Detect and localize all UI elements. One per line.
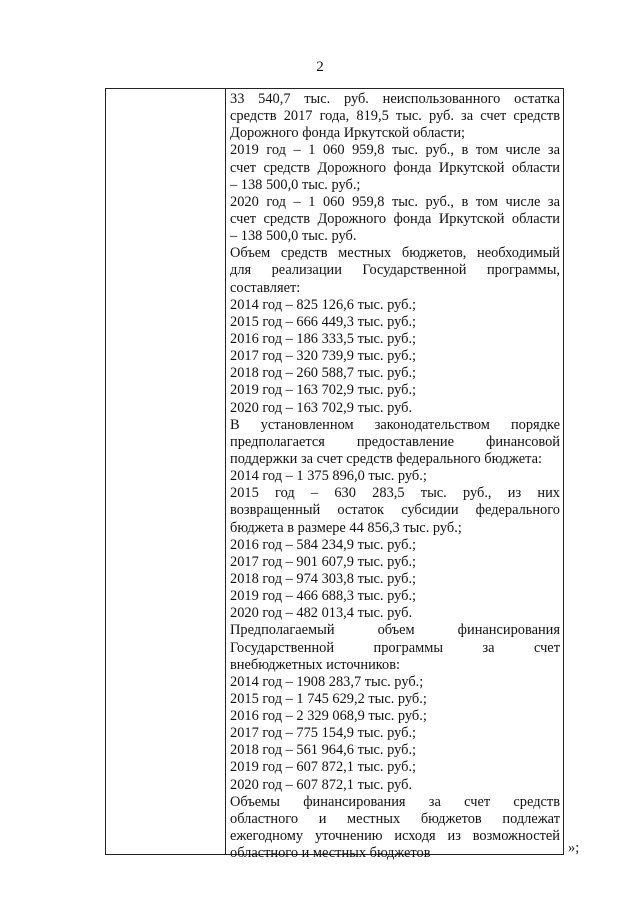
funding-table xyxy=(105,88,564,862)
text-line: 2019 год – 607 872,1 тыс. руб.; xyxy=(230,759,417,776)
text-line: возвращенный остаток субсидии федерального xyxy=(230,502,560,519)
text-line: 2017 год – 320 739,9 тыс. руб.; xyxy=(230,348,417,365)
text-line: Объем средств местных бюджетов, необходимый xyxy=(230,245,560,262)
text-line: 33 540,7 тыс. руб. неиспользованного остатка xyxy=(230,91,560,107)
text-line: 2016 год – 2 329 068,9 тыс. руб.; xyxy=(230,708,427,725)
text-line: Дорожного фонда Иркутской области; xyxy=(230,125,466,142)
text-line: бюджета в размере 44 856,3 тыс. руб.; xyxy=(230,519,462,536)
text-line: поддержки за счет средств федерального бюджета: xyxy=(230,450,542,467)
text-line: для реализации Государственной программы, xyxy=(230,262,560,279)
text-line: 2015 год – 1 745 629,2 тыс. руб.; xyxy=(230,690,427,707)
text-line: Государственной программы за счет xyxy=(230,639,560,656)
table-left-column xyxy=(106,89,226,854)
text-line: 2018 год – 260 588,7 тыс. руб.; xyxy=(230,365,417,382)
table-right-column xyxy=(230,91,560,862)
text-line: Предполагаемый объем финансирования xyxy=(230,622,560,639)
text-line: областного и местных бюджетов подлежат xyxy=(230,810,560,827)
text-line: 2020 год – 607 872,1 тыс. руб. xyxy=(230,776,413,793)
text-line: 2017 год – 775 154,9 тыс. руб.; xyxy=(230,725,417,742)
text-line: 2015 год – 666 449,3 тыс. руб.; xyxy=(230,313,417,330)
text-line: 2014 год – 825 126,6 тыс. руб.; xyxy=(230,296,417,313)
text-line: В установленном законодательством порядке xyxy=(230,416,560,433)
page-number: 2 xyxy=(316,59,324,75)
text-line: областного и местных бюджетов xyxy=(230,845,431,862)
text-line: 2017 год – 901 607,9 тыс. руб.; xyxy=(230,553,417,570)
text-line: внебюджетных источников: xyxy=(230,656,401,673)
text-line: предполагается предоставление финансовой xyxy=(230,433,560,450)
closing-mark: »; xyxy=(568,840,580,856)
text-line: 2014 год – 1908 283,7 тыс. руб.; xyxy=(230,673,424,690)
text-line: 2015 год – 630 283,5 тыс. руб., из них xyxy=(230,485,560,502)
text-line: 2020 год – 482 013,4 тыс. руб. xyxy=(230,605,413,622)
text-line: 2019 год – 466 688,3 тыс. руб.; xyxy=(230,588,417,605)
text-line: 2020 год – 163 702,9 тыс. руб. xyxy=(230,399,413,416)
text-line: – 138 500,0 тыс. руб.; xyxy=(230,176,361,193)
text-line: 2014 год – 1 375 896,0 тыс. руб.; xyxy=(230,468,427,485)
text-line: Объемы финансирования за счет средств xyxy=(230,793,560,810)
text-line: 2018 год – 561 964,6 тыс. руб.; xyxy=(230,742,417,759)
text-line: – 138 500,0 тыс. руб. xyxy=(230,228,357,245)
text-line: 2019 год – 1 060 959,8 тыс. руб., в том числе за xyxy=(230,142,560,159)
text-line: счет средств Дорожного фонда Иркутской области xyxy=(230,159,560,176)
text-line: 2020 год – 1 060 959,8 тыс. руб., в том числе за xyxy=(230,193,560,210)
text-line: 2018 год – 974 303,8 тыс. руб.; xyxy=(230,570,417,587)
text-line: 2016 год – 584 234,9 тыс. руб.; xyxy=(230,536,417,553)
text-line: составляет: xyxy=(230,279,301,296)
text-line: 2016 год – 186 333,5 тыс. руб.; xyxy=(230,330,417,347)
text-line: 2019 год – 163 702,9 тыс. руб.; xyxy=(230,382,417,399)
text-line: счет средств Дорожного фонда Иркутской области xyxy=(230,210,560,227)
text-line: средств 2017 года, 819,5 тыс. руб. за счет средств xyxy=(230,108,560,125)
text-line: ежегодному уточнению исходя из возможностей xyxy=(230,828,560,845)
